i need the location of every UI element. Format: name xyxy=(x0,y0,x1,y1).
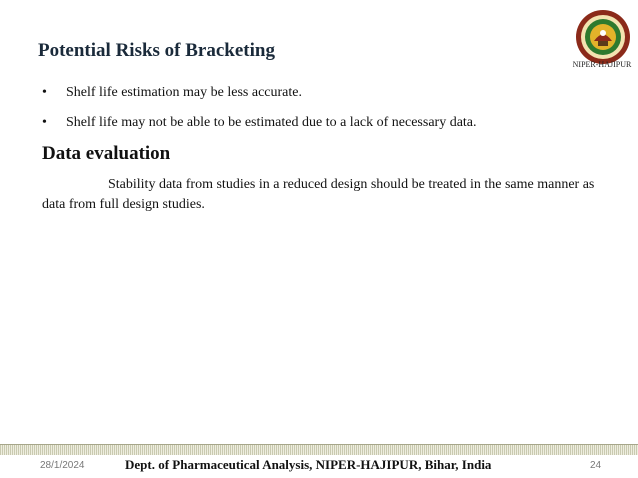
page-number: 24 xyxy=(590,460,602,471)
slide-title: Potential Risks of Bracketing xyxy=(38,40,275,61)
footer-department: Dept. of Pharmaceutical Analysis, NIPER-HAJIPUR, Bihar, India xyxy=(125,457,492,472)
list-item xyxy=(42,114,632,132)
footer-date: 28/1/2024 xyxy=(40,460,85,471)
section-heading: Data evaluation xyxy=(42,143,171,164)
bullet-text: Shelf life estimation may be less accurate. xyxy=(66,85,302,100)
bullet-glyph: • xyxy=(42,115,47,130)
bullet-list xyxy=(42,84,632,144)
body-paragraph: Stability data from studies in a reduced design should be treated in the same manner as data from full design studies. xyxy=(42,177,595,212)
bullet-glyph: • xyxy=(42,85,47,100)
bullet-text: Shelf life may not be able to be estimated due to a lack of necessary data. xyxy=(66,115,477,130)
list-item xyxy=(42,84,632,102)
logo-caption: NIPER-HAJIPUR xyxy=(572,60,632,69)
niper-emblem-icon xyxy=(574,8,632,66)
footer-band xyxy=(0,444,638,455)
